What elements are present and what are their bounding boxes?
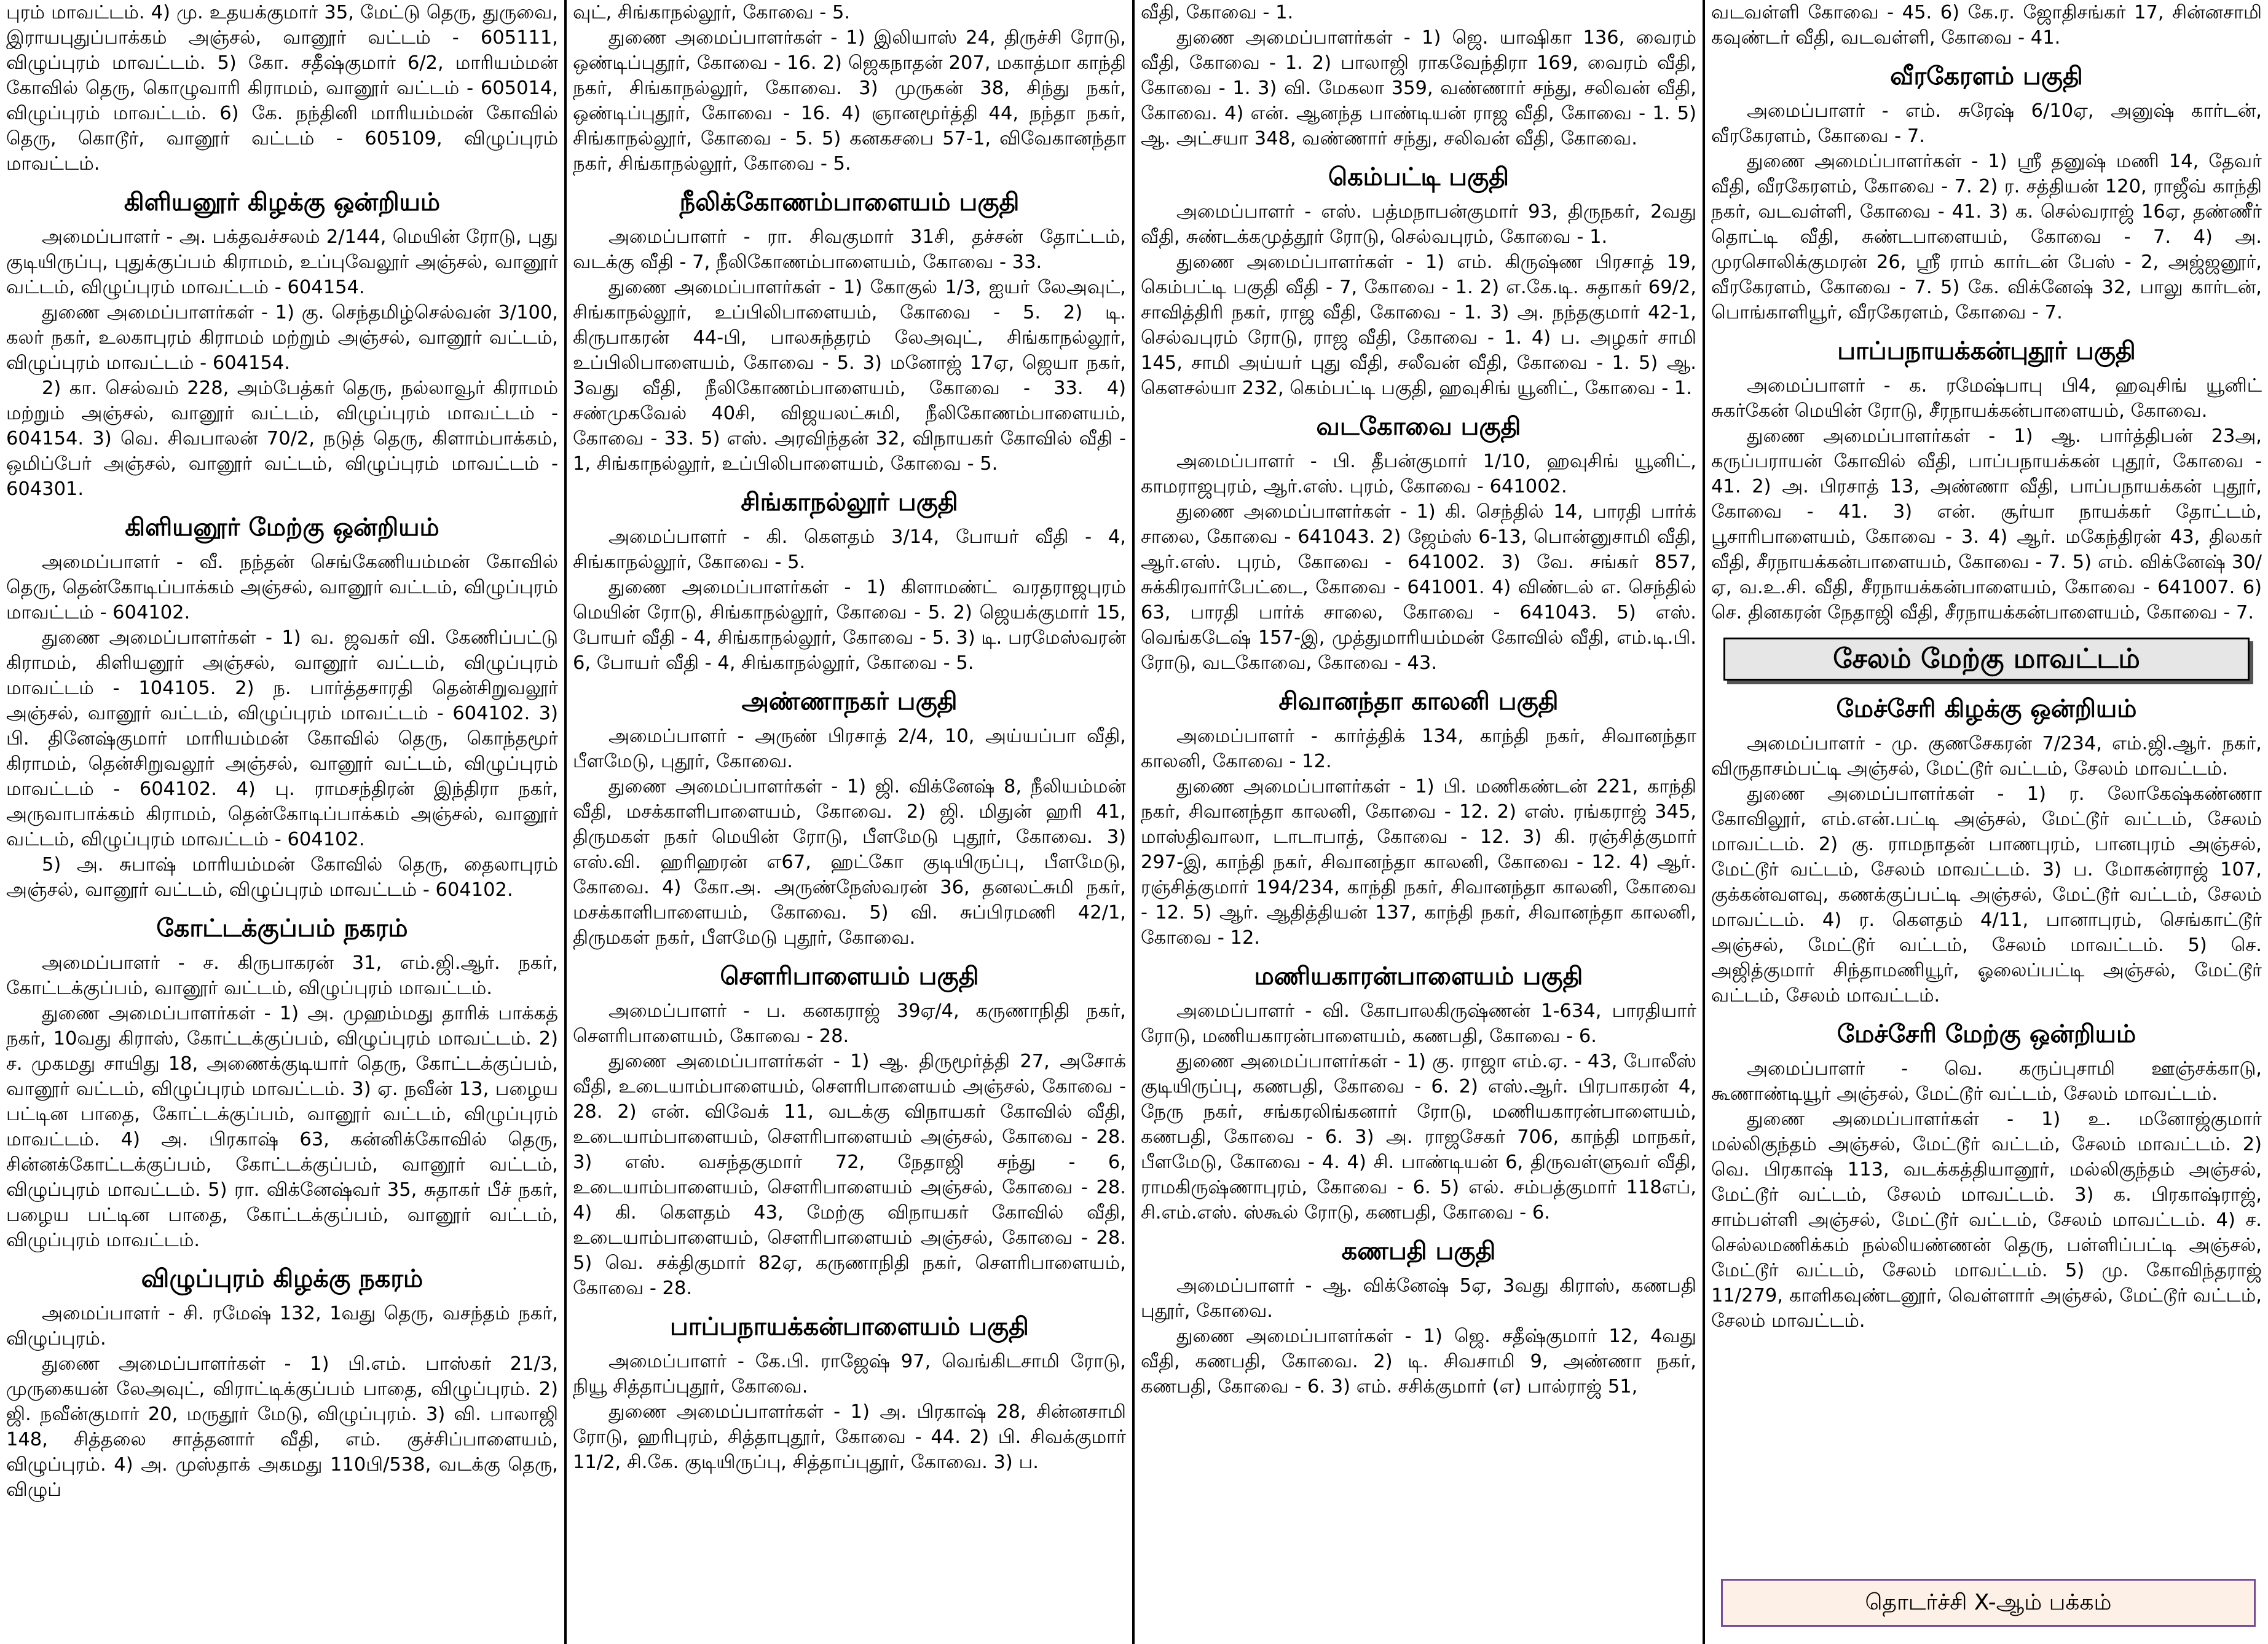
column-4	[1705, 0, 2268, 1644]
section-paragraph: அமைப்பாளர் - கார்த்திக் 134, காந்தி நகர், சிவானந்தா காலனி, கோவை - 12.	[1141, 725, 1696, 772]
section	[573, 959, 1126, 1301]
section-paragraph: அமைப்பாளர் - அ. பக்தவச்சலம் 2/144, மெயின் ரோடு, புது குடியிருப்பு, புதுக்குப்பம் கிராமம், உப்புவேலூர் அஞ்சல், வானூர் வட்டம், விழுப்புரம் மாவட்டம் - 604154.	[6, 226, 558, 298]
section	[1711, 0, 2262, 50]
section-paragraph: துணை அமைப்பாளர்கள் - 1) பி.எம். பாஸ்கர் 21/3, முருகையன் லேஅவுட், விராட்டிக்குப்பம் பாதை, விழுப்புரம். 2) ஜி. நவீன்குமார் 20, மருதூர் மேடு, விழுப்புரம். 3) வி. பாலாஜி 148, சித்தலை சாத்தனார் வீதி, எம். குச்சிப்பாளையம், விழுப்புரம். 4) அ. முஸ்தாக் அகமது 110பி/538, வடக்கு தெரு, விழுப்	[6, 1353, 558, 1501]
section-paragraph: துணை அமைப்பாளர்கள் - 1) கிளாமண்ட் வரதராஜபுரம் மெயின் ரோடு, சிங்காநல்லூர், கோவை - 5. 2) ஜெயக்குமார் 15, போயர் வீதி - 4, சிங்காநல்லூர், கோவை - 5. 3) டி. பரமேஸ்வரன் 6, போயர் வீதி - 4, சிங்காநல்லூர், கோவை - 5.	[573, 577, 1126, 674]
section-paragraph: துணை அமைப்பாளர்கள் - 1) ஆ. பார்த்திபன் 23அ, கருப்பராயன் கோவில் வீதி, பாப்பநாயக்கன் புதூர், கோவை - 41. 2) அ. பிரசாத் 13, அண்ணா வீதி, பாப்பநாயக்கன் புதூர், கோவை - 41. 3) என். சூர்யா நாயக்கர் தோட்டம், பூசாரிபாளையம், கோவை - 3. 4) ஆர். மகேந்திரன் 43, திலகர் வீதி, சீரநாயக்கன்பாளையம், கோவை - 7. 5) எம். விக்னேஷ் 30/ஏ, வ.உ.சி. வீதி, சீரநாயக்கன்பாளையம், கோவை - 641007. 6) செ. தினகரன் நேதாஜி வீதி, சீரநாயக்கன்பாளையம், கோவை - 7.	[1711, 425, 2262, 623]
section	[1141, 160, 1696, 401]
section-paragraph: துணை அமைப்பாளர்கள் - 1) கு. செந்தமிழ்செல்வன் 3/100, கலர் நகர், உலகாபுரம் கிராமம் மற்றும் அஞ்சல், வானூர் வட்டம், விழுப்புரம் மாவட்டம் - 604154.	[6, 302, 558, 374]
section-paragraph: அமைப்பாளர் - அருண் பிரசாத் 2/4, 10, அய்யப்பா வீதி, பீளமேடு, புதூர், கோவை.	[573, 725, 1126, 772]
column-3	[1135, 0, 1703, 1644]
section-heading: கிளியனூர் கிழக்கு ஒன்றியம்	[124, 188, 441, 216]
section	[6, 0, 558, 176]
section-paragraph: துணை அமைப்பாளர்கள் - 1) அ. முஹம்மது தாரிக் பாக்கத் நகர், 10வது கிராஸ், கோட்டக்குப்பம், விழுப்புரம் மாவட்டம். 2) ச. முகமது சாயிது 18, அணைக்குடியார் தெரு, கோட்டக்குப்பம், வானூர் வட்டம், விழுப்புரம் மாவட்டம். 3) ஏ. நவீன் 13, பழைய பட்டின பாதை, கோட்டக்குப்பம், வானூர் வட்டம், விழுப்புரம் மாவட்டம். 4) அ. பிரகாஷ் 63, கன்னிக்கோவில் தெரு, சின்னக்கோட்டக்குப்பம், கோட்டக்குப்பம், வானூர் வட்டம், விழுப்புரம் மாவட்டம். 5) ரா. விக்னேஷ்வர் 35, சுதாகர் பீச் நகர், பழைய பட்டின பாதை, கோட்டக்குப்பம், வானூர் வட்டம், விழுப்புரம் மாவட்டம்.	[6, 1003, 558, 1251]
section-paragraph: அமைப்பாளர் - வி. கோபாலகிருஷ்ணன் 1-634, பாரதியார் ரோடு, மணியகாரன்பாளையம், கணபதி, கோவை - 6.	[1141, 1000, 1696, 1047]
section-paragraph: துணை அமைப்பாளர்கள் - 1) ர. லோகேஷ்கண்ணா கோவிலூர், எம்.என்.பட்டி அஞ்சல், மேட்டூர் வட்டம், சேலம் மாவட்டம். 2) கு. ராமநாதன் பாணபுரம், பானபுரம் அஞ்சல், மேட்டூர் வட்டம், சேலம் மாவட்டம். 3) ப. மோகன்ராஜ் 107, குக்கன்வளவு, கணக்குப்பட்டி அஞ்சல், மேட்டூர் வட்டம், சேலம் மாவட்டம். 4) ர. கௌதம் 4/11, பானாபுரம், செங்காட்டூர் அஞ்சல், மேட்டூர் வட்டம், சேலம் மாவட்டம். 5) செ. அஜித்குமார் சிந்தாமணியூர், ஓலைப்பட்டி அஞ்சல், மேட்டூர் வட்டம், சேலம் மாவட்டம்.	[1711, 783, 2262, 1006]
section-heading: நீலிக்கோணம்பாளையம் பகுதி	[679, 188, 1020, 216]
section	[6, 510, 558, 903]
section-paragraph: வடவள்ளி கோவை - 45. 6) கே.ர. ஜோதிசங்கர் 17, சின்னசாமி கவுண்டர் வீதி, வடவள்ளி, கோவை - 41.	[1711, 2, 2262, 49]
section-heading: பாப்பநாயக்கன்பாளையம் பகுதி	[670, 1313, 1029, 1341]
section	[1141, 684, 1696, 950]
section-heading: கோட்டக்குப்பம் நகரம்	[156, 914, 408, 943]
section-paragraph: அமைப்பாளர் - ச. கிருபாகரன் 31, எம்.ஜி.ஆர். நகர், கோட்டக்குப்பம், வானூர் வட்டம், விழுப்புரம் மாவட்டம்.	[6, 952, 558, 999]
section-paragraph: துணை அமைப்பாளர்கள் - 1) பி. மணிகண்டன் 221, காந்தி நகர், சிவானந்தா காலனி, கோவை - 12. 2) எஸ். ரங்கராஜ் 345, மாஸ்திவாலா, டாடாபாத், கோவை - 12. 3) கி. ரஞ்சித்குமார் 297-இ, காந்தி நகர், சிவானந்தா காலனி, கோவை - 12. 4) ஆர். ரஞ்சித்குமார் 194/234, காந்தி நகர், சிவானந்தா காலனி, கோவை - 12. 5) ஆர். ஆதித்தியன் 137, காந்தி நகர், சிவானந்தா காலனி, கோவை - 12.	[1141, 776, 1696, 949]
section-paragraph: துணை அமைப்பாளர்கள் - 1) இலியாஸ் 24, திருச்சி ரோடு, ஒண்டிப்புதூர், கோவை - 16. 2) ஜெகநாதன் 207, மகாத்மா காந்தி நகர், சிங்காநல்லூர், கோவை. 3) முருகன் 38, சிந்து நகர், ஒண்டிப்புதூர், கோவை - 16. 4) ஞானமூர்த்தி 44, நந்தா நகர், சிங்காநல்லூர், கோவை - 5. 5) கனகசபை 57-1, விவேகானந்தா நகர், சிங்காநல்லூர், கோவை - 5.	[573, 27, 1126, 175]
section-paragraph: துணை அமைப்பாளர்கள் - 1) கோகுல் 1/3, ஐயர் லேஅவுட், சிங்காநல்லூர், உப்பிலிபாளையம், கோவை - 5. 2) டி. கிருபாகரன் 44-பி, பாலசுந்தரம் லேஅவுட், சிங்காநல்லூர், உப்பிலிபாளையம், கோவை - 5. 3) மனோஜ் 17ஏ, ஜெயா நகர், 3வது வீதி, நீலிகோணம்பாளையம், கோவை - 33. 4) சண்முகவேல் 40சி, விஜயலட்சுமி, நீலிகோணம்பாளையம், கோவை - 33. 5) எஸ். அரவிந்தன் 32, விநாயகர் கோவில் வீதி - 1, சிங்காநல்லூர், உப்பிலிபாளையம், கோவை - 5.	[573, 277, 1126, 475]
section-paragraph: துணை அமைப்பாளர்கள் - 1) கு. ராஜா எம்.ஏ. - 43, போலீஸ் குடியிருப்பு, கணபதி, கோவை - 6. 2) எஸ்.ஆர். பிரபாகரன் 4, நேரு நகர், சங்கரலிங்கனார் ரோடு, மணியகாரன்பாளையம், கணபதி, கோவை - 6. 3) அ. ராஜசேகர் 706, காந்தி மாநகர், பீளமேடு, கோவை - 4. 4) சி. பாண்டியன் 6, திருவள்ளுவர் வீதி, ராமகிருஷ்ணாபுரம், கோவை - 6. 5) எல். சம்பத்குமார் 118எப், சி.எம்.எஸ். ஸ்கூல் ரோடு, கணபதி, கோவை - 6.	[1141, 1051, 1696, 1223]
section-paragraph: துணை அமைப்பாளர்கள் - 1) கி. செந்தில் 14, பாரதி பார்க் சாலை, கோவை - 641043. 2) ஜேம்ஸ் 6-13, பொன்னுசாமி வீதி, ஆர்.எஸ். புரம், கோவை - 641002. 3) வே. சங்கர் 857, சுக்கிரவார்பேட்டை, கோவை - 641001. 4) விண்டல் எ. செந்தில் 63, பாரதி பார்க் சாலை, கோவை - 641043. 5) எஸ். வெங்கடேஷ் 157-இ, முத்துமாரியம்மன் கோவில் வீதி, எம்.டி.பி. ரோடு, வடகோவை, கோவை - 43.	[1141, 501, 1696, 674]
section-paragraph: அமைப்பாளர் - சி. ரமேஷ் 132, 1வது தெரு, வசந்தம் நகர், விழுப்புரம்.	[6, 1303, 558, 1350]
section-heading: மணியகாரன்பாளையம் பகுதி	[1254, 962, 1583, 990]
section	[1711, 692, 2262, 1008]
section-paragraph: துணை அமைப்பாளர்கள் - 1) ஜெ. யாஷிகா 136, வைரம் வீதி, கோவை - 1. 2) பாலாஜி ராகவேந்திரா 169, வைரம் வீதி, கோவை - 1. 3) வி. மேகலா 359, வண்ணார் சந்து, சலிவன் வீதி, கோவை. 4) என். ஆனந்த பாண்டியன் ராஜ வீதி, கோவை - 1. 5) ஆ. அட்சயா 348, வண்ணார் சந்து, சலிவன் வீதி, கோவை.	[1141, 27, 1696, 149]
section-heading: சௌரிபாளையம் பகுதி	[720, 962, 979, 990]
section-paragraph: அமைப்பாளர் - க. ரமேஷ்பாபு பி4, ஹவுசிங் யூனிட் சுகர்கேன் மெயின் ரோடு, சீரநாயக்கன்பாளையம், கோவை.	[1711, 375, 2262, 422]
section-paragraph: அமைப்பாளர் - மு. குணசேகரன் 7/234, எம்.ஜி.ஆர். நகர், விருதாசம்பட்டி அஞ்சல், மேட்டூர் வட்டம், சேலம் மாவட்டம்.	[1711, 733, 2262, 780]
section-paragraph: அமைப்பாளர் - ப. கனகராஜ் 39ஏ/4, கருணாநிதி நகர், சௌரிபாளையம், கோவை - 28.	[573, 1000, 1126, 1047]
section-paragraph: துணை அமைப்பாளர்கள் - 1) உ. மனோஜ்குமார் மல்லிகுந்தம் அஞ்சல், மேட்டூர் வட்டம், சேலம் மாவட்டம். 2) வெ. பிரகாஷ் 113, வடக்கத்தியானூர், மல்லிகுந்தம் அஞ்சல், மேட்டூர் வட்டம், சேலம் மாவட்டம். 3) க. பிரகாஷ்ராஜ், சாம்பள்ளி அஞ்சல், மேட்டூர் வட்டம், சேலம் மாவட்டம். 4) ச. செல்லமணிக்கம் நல்லியண்ணன் தெரு, பள்ளிப்பட்டி அஞ்சல், மேட்டூர் வட்டம், சேலம் மாவட்டம். 5) மு. கோவிந்தராஜ் 11/279, காளிகவுண்டனூர், வெள்ளார் அஞ்சல், மேட்டூர் வட்டம், சேலம் மாவட்டம்.	[1711, 1109, 2262, 1332]
section-paragraph: அமைப்பாளர் - கே.பி. ராஜேஷ் 97, வெங்கிடசாமி ரோடு, நியூ சித்தாப்புதூர், கோவை.	[573, 1351, 1126, 1397]
continued-notice: தொடர்ச்சி X-ஆம் பக்கம்	[1721, 1579, 2256, 1627]
section-paragraph: துணை அமைப்பாளர்கள் - 1) ஜி. விக்னேஷ் 8, நீலியம்மன் வீதி, மசக்காளிபாளையம், கோவை. 2) ஜி. மிதுன் ஹரி 41, திருமகள் நகர் மெயின் ரோடு, பீளமேடு புதூர், கோவை. 3) எஸ்.வி. ஹரிஹரன் எ67, ஹட்கோ குடியிருப்பு, பீளமேடு, கோவை. 4) கோ.அ. அருண்நேஸ்வரன் 36, தனலட்சுமி நகர், மசக்காளிபாளையம், கோவை. 5) வி. சுப்பிரமணி 42/1, திருமகள் நகர், பீளமேடு புதூர், கோவை.	[573, 776, 1126, 949]
section	[573, 684, 1126, 950]
section-paragraph: அமைப்பாளர் - வெ. கருப்புசாமி ஊஞ்சக்காடு, கூணாண்டியூர் அஞ்சல், மேட்டூர் வட்டம், சேலம் மாவட்டம்.	[1711, 1058, 2262, 1105]
section-heading: அண்ணாநகர் பகுதி	[741, 687, 958, 716]
section-heading: சிங்காநல்லூர் பகுதி	[741, 488, 958, 516]
section-heading: கணபதி பகுதி	[1341, 1237, 1496, 1265]
section-paragraph: துணை அமைப்பாளர்கள் - 1) ஜெ. சதீஷ்குமார் 12, 4வது வீதி, கணபதி, கோவை. 2) டி. சிவசாமி 9, அண்ணா நகர், கணபதி, கோவை - 6. 3) எம். சசிக்குமார் (எ) பால்ராஜ் 51,	[1141, 1326, 1696, 1397]
section-heading: வடகோவை பகுதி	[1316, 413, 1521, 441]
section-paragraph: அமைப்பாளர் - பி. தீபன்குமார் 1/10, ஹவுசிங் யூனிட், காமராஜபுரம், ஆர்.எஸ். புரம், கோவை - 641002.	[1141, 451, 1696, 497]
section	[1711, 334, 2262, 625]
section-paragraph: துணை அமைப்பாளர்கள் - 1) எம். கிருஷ்ண பிரசாத் 19, கெம்பட்டி பகுதி வீதி - 7, கோவை - 1. 2) எ.கே.டி. சுதாகர் 69/2, சாவித்திரி நகர், ராஜ வீதி, கோவை - 1. 3) அ. நந்தகுமார் 42-1, செல்வபுரம் ரோடு, ராஜ வீதி, கோவை - 1. 4) ப. அழகர் சாமி 145, சாமி அய்யர் புது வீதி, சலீவன் வீதி, கோவை - 1. 5) ஆ. கௌசல்யா 232, கெம்பட்டி பகுதி, ஹவுசிங் யூனிட், கோவை - 1.	[1141, 251, 1696, 399]
section-paragraph: 5) அ. சுபாஷ் மாரியம்மன் கோவில் தெரு, தைலாபுரம் அஞ்சல், வானூர் வட்டம், விழுப்புரம் மாவட்டம் - 604102.	[6, 854, 558, 901]
section-heading: கிளியனூர் மேற்கு ஒன்றியம்	[125, 513, 439, 542]
section-paragraph: அமைப்பாளர் - ரா. சிவகுமார் 31சி, தச்சன் தோட்டம், வடக்கு வீதி - 7, நீலிகோணம்பாளையம், கோவை - 33.	[573, 226, 1126, 273]
section-paragraph: அமைப்பாளர் - எஸ். பத்மநாபன்குமார் 93, திருநகர், 2வது வீதி, சுண்டக்கமுத்தூர் ரோடு, செல்வபுரம், கோவை - 1.	[1141, 201, 1696, 248]
section-heading: விழுப்புரம் கிழக்கு நகரம்	[141, 1265, 423, 1293]
section-paragraph: துணை அமைப்பாளர்கள் - 1) அ. பிரகாஷ் 28, சின்னசாமி ரோடு, ஹரிபுரம், சித்தாபுதூர், கோவை - 44. 2) பி. சிவக்குமார் 11/2, சி.கே. குடியிருப்பு, சித்தாப்புதூர், கோவை. 3) ப.	[573, 1401, 1126, 1473]
section	[573, 185, 1126, 476]
district-heading: சேலம் மேற்கு மாவட்டம்	[1723, 638, 2250, 681]
section-heading: மேச்சேரி மேற்கு ஒன்றியம்	[1837, 1020, 2136, 1048]
section-heading: மேச்சேரி கிழக்கு ஒன்றியம்	[1836, 695, 2137, 723]
section-heading: வீரகேரளம் பகுதி	[1890, 62, 2083, 90]
section-paragraph: துணை அமைப்பாளர்கள் - 1) ஆ. திருமூர்த்தி 27, அசோக் வீதி, உடையாம்பாளையம், சௌரிபாளையம் அஞ்சல், கோவை - 28. 2) என். விவேக் 11, வடக்கு விநாயகர் கோவில் வீதி, உடையாம்பாளையம், சௌரிபாளையம் அஞ்சல், கோவை - 28. 3) எஸ். வசந்தகுமார் 72, நேதாஜி சந்து - 6, உடையாம்பாளையம், சௌரிபாளையம் அஞ்சல், கோவை - 28. 4) கி. கௌதம் 43, மேற்கு விநாயகர் கோவில் வீதி, உடையாம்பாளையம், சௌரிபாளையம் அஞ்சல், கோவை - 28. 5) வெ. சக்திகுமார் 82ஏ, கருணாநிதி நகர், சௌரிபாளையம், கோவை - 28.	[573, 1051, 1126, 1299]
section-paragraph: துணை அமைப்பாளர்கள் - 1) வ. ஜவகர் வி. கேணிப்பட்டு கிராமம், கிளியனூர் அஞ்சல், வானூர் வட்டம், விழுப்புரம் மாவட்டம் - 104105. 2) ந. பார்த்தசாரதி தென்சிறுவலூர் அஞ்சல், வானூர் வட்டம், விழுப்புரம் மாவட்டம் - 604102. 3) பி. தினேஷ்குமார் மாரியம்மன் கோவில் தெரு, கொந்தமூர் கிராமம், தென்சிறுவலூர் அஞ்சல், வானூர் வட்டம், விழுப்புரம் மாவட்டம் - 604102. 4) பு. ராமசந்திரன் இந்திரா நகர், அருவாபாக்கம் கிராமம், தென்கோடிப்பாக்கம் அஞ்சல், வானூர் வட்டம், விழுப்புரம் மாவட்டம் - 604102.	[6, 627, 558, 850]
section	[573, 1310, 1126, 1475]
section	[573, 485, 1126, 676]
section	[6, 185, 558, 502]
section-paragraph: அமைப்பாளர் - கி. கௌதம் 3/14, போயர் வீதி - 4, சிங்காநல்லூர், கோவை - 5.	[573, 526, 1126, 573]
section	[1141, 409, 1696, 676]
section-paragraph: அமைப்பாளர் - வீ. நந்தன் செங்கேணியம்மன் கோவில் தெரு, தென்கோடிப்பாக்கம் அஞ்சல், வானூர் வட்டம், விழுப்புரம் மாவட்டம் - 604102.	[6, 551, 558, 623]
section	[1711, 59, 2262, 325]
section	[6, 1262, 558, 1503]
section-heading: சிவானந்தா காலனி பகுதி	[1278, 687, 1559, 716]
section-heading: பாப்பநாயக்கன்புதூர் பகுதி	[1837, 337, 2136, 365]
section	[1711, 638, 2262, 681]
column-1	[0, 0, 564, 1644]
section-paragraph: அமைப்பாளர் - எம். சுரேஷ் 6/10ஏ, அனுஷ் கார்டன், வீரகேரளம், கோவை - 7.	[1711, 100, 2262, 147]
section-paragraph: 2) கா. செல்வம் 228, அம்பேத்கர் தெரு, நல்லாவூர் கிராமம் மற்றும் அஞ்சல், வானூர் வட்டம், விழுப்புரம் மாவட்டம் - 604154. 3) வெ. சிவபாலன் 70/2, நடுத் தெரு, கிளாம்பாக்கம், ஒமிப்பேர் அஞ்சல், வானூர் வட்டம், விழுப்புரம் மாவட்டம் - 604301.	[6, 377, 558, 500]
section-paragraph: அமைப்பாளர் - ஆ. விக்னேஷ் 5ஏ, 3வது கிராஸ், கணபதி புதூர், கோவை.	[1141, 1275, 1696, 1322]
section-paragraph: வுட், சிங்காநல்லூர், கோவை - 5.	[573, 2, 851, 23]
section	[6, 911, 558, 1253]
column-2	[567, 0, 1132, 1644]
section-paragraph: புரம் மாவட்டம். 4) மு. உதயக்குமார் 35, மேட்டு தெரு, துருவை, இராயபுதுப்பாக்கம் அஞ்சல், வானூர் வட்டம் - 605111, விழுப்புரம் மாவட்டம். 5) கோ. சதீஷ்குமார் 6/2, மாரியம்மன் கோவில் தெரு, கொழுவாரி கிராமம், வானூர் வட்டம் - 605014, விழுப்புரம் மாவட்டம். 6) கே. நந்தினி மாரியம்மன் கோவில் தெரு, கொடூர், வானூர் வட்டம் - 605109, விழுப்புரம் மாவட்டம்.	[6, 2, 558, 175]
section	[1141, 1234, 1696, 1399]
section	[1141, 959, 1696, 1225]
section-paragraph: வீதி, கோவை - 1.	[1141, 2, 1294, 23]
section	[573, 0, 1126, 176]
section	[1141, 0, 1696, 151]
section-paragraph: துணை அமைப்பாளர்கள் - 1) ஸ்ரீ தனுஷ் மணி 14, தேவர் வீதி, வீரகேரளம், கோவை - 7. 2) ர. சத்தியன் 120, ராஜீவ் காந்தி நகர், வடவள்ளி, கோவை - 41. 3) க. செல்வராஜ் 16ஏ, தண்ணீர் தொட்டி வீதி, சுண்டபாளையம், கோவை - 7. 4) அ. முரசொலிக்குமரன் 26, ஸ்ரீ ராம் கார்டன் பேஸ் - 2, அஜ்ஜனூர், வீரகேரளம், கோவை - 7. 5) கே. விக்னேஷ் 32, பாலு கார்டன், பொங்காளியூர், வீரகேரளம், கோவை - 7.	[1711, 151, 2262, 323]
section-heading: கெம்பட்டி பகுதி	[1328, 163, 1510, 191]
section	[1711, 1017, 2262, 1334]
